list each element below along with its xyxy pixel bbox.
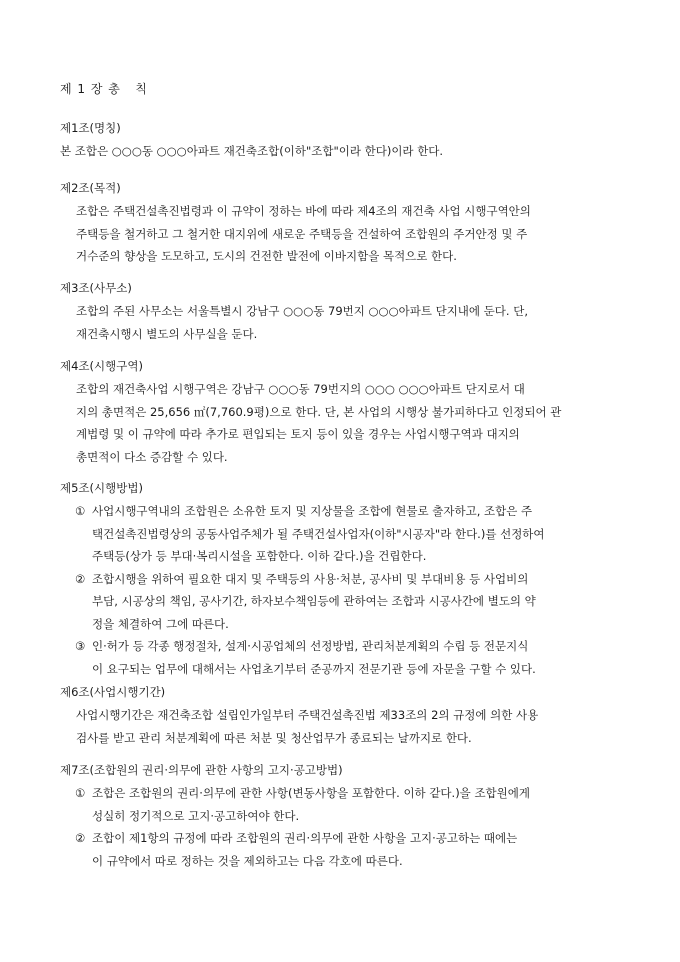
item-number: ① xyxy=(75,504,86,518)
article-4 xyxy=(60,356,630,468)
article-5 xyxy=(60,478,630,680)
article-7-item-1 xyxy=(60,782,630,827)
article-5-item-3-line-1: 인·허가 등 각종 행정절차, 설계·시공업체의 선정방법, 관리처분계획의 수립 등 전문지식 xyxy=(92,639,529,653)
item-number: ② xyxy=(75,571,86,586)
article-7-title: 제7조(조합원의 권리·의무에 관한 사항의 고지·공고방법) xyxy=(60,763,343,777)
article-5-item-3 xyxy=(60,635,630,680)
article-5-item-3-line-2: 이 요구되는 업무에 대해서는 사업초기부터 준공까지 전문기관 등에 자문을 구할 수 있다. xyxy=(92,661,536,676)
article-5-item-1-line-3: 주택등(상가 등 부대·복리시설을 포함한다. 이하 같다.)을 건립한다. xyxy=(92,549,427,563)
article-5-item-2-line-2: 부담, 시공상의 책임, 공사기간, 하자보수책임등에 관하여는 조합과 시공사간에 별도의 약 xyxy=(92,594,536,608)
article-5-title: 제5조(시행방법) xyxy=(60,481,143,495)
item-number: ③ xyxy=(75,639,86,653)
article-5-item-2-line-3: 정을 체결하여 그에 따른다. xyxy=(92,616,229,631)
article-5-item-2 xyxy=(60,568,630,636)
article-3-line-1: 조합의 주된 사무소는 서울특별시 강남구 ○○○동 79번지 ○○○아파트 단지내에 둔다. 단, xyxy=(76,304,528,318)
chapter-heading: 제 1 장 총 칙 xyxy=(60,82,148,96)
item-number: ② xyxy=(75,831,86,845)
article-7-item-2 xyxy=(60,827,630,872)
article-4-line-1: 조합의 재건축사업 시행구역은 강남구 ○○○동 79번지의 ○○○ ○○○아파트 단지로서 대 xyxy=(76,382,525,396)
article-4-line-4: 총면적이 다소 증감할 수 있다. xyxy=(76,449,228,464)
article-2-line-2: 주택등을 철거하고 그 철거한 대지위에 새로운 주택등을 건설하여 조합원의 주거안정 및 주 xyxy=(76,226,528,241)
article-5-item-1-line-1: 사업시행구역내의 조합원은 소유한 토지 및 지상물을 조합에 현물로 출자하고, 조합은 주 xyxy=(92,504,533,518)
article-6-title: 제6조(사업시행기간) xyxy=(60,685,166,699)
article-4-line-3: 계법령 및 이 규약에 따라 추가로 편입되는 토지 등이 있을 경우는 사업시행구역과 대지의 xyxy=(76,427,520,441)
article-5-item-1-line-2: 택건설촉진법령상의 공동사업주체가 될 주택건설사업자(이하"시공자"라 한다.)를 선정하여 xyxy=(92,526,545,541)
article-2-line-3: 거수준의 향상을 도모하고, 도시의 건전한 발전에 이바지함을 목적으로 한다. xyxy=(76,249,457,263)
article-3-title: 제3조(사무소) xyxy=(60,281,132,295)
article-5-item-2-line-1: 조합시행을 위하여 필요한 대지 및 주택등의 사용·처분, 공사비 및 부대비용 등 사업비의 xyxy=(92,571,529,586)
article-7-item-2-line-1: 조합이 제1항의 규정에 따라 조합원의 권리·의무에 관한 사항을 고지·공고하는 때에는 xyxy=(92,831,518,845)
article-1-title: 제1조(명칭) xyxy=(60,121,121,135)
article-2-title: 제2조(목적) xyxy=(60,181,121,195)
article-7-item-2-line-2: 이 규약에서 따로 정하는 것을 제외하고는 다음 각호에 따른다. xyxy=(92,853,403,868)
article-1 xyxy=(60,118,630,163)
article-6-line-2: 검사를 받고 관리 처분계획에 따른 처분 및 청산업무가 종료되는 날까지로 한다. xyxy=(76,730,472,745)
item-number: ① xyxy=(75,786,86,800)
article-3-line-2: 재건축시행시 별도의 사무실을 둔다. xyxy=(76,326,258,341)
article-1-line-1: 본 조합은 ○○○동 ○○○아파트 재건축조합(이하"조합"이라 한다)이라 한다. xyxy=(60,144,444,158)
article-6 xyxy=(60,682,630,749)
article-4-line-2: 지의 총면적은 25,656 ㎡(7,760.9평)으로 한다. 단, 본 사업의 시행상 불가피하다고 인정되어 관 xyxy=(76,404,562,419)
article-4-title: 제4조(시행구역) xyxy=(60,359,143,373)
article-2-line-1: 조합은 주택건설촉진법령과 이 규약이 정하는 바에 따라 제4조의 재건축 사업 시행구역안의 xyxy=(76,204,531,218)
article-3 xyxy=(60,278,630,345)
article-5-item-1 xyxy=(60,500,630,568)
article-7-item-1-line-2: 성실히 정기적으로 고지·공고하여야 한다. xyxy=(92,808,300,823)
article-6-line-1: 사업시행기간은 재건축조합 설립인가일부터 주택건설촉진법 제33조의 2의 규정에 의한 사용 xyxy=(76,708,539,722)
article-2 xyxy=(60,178,630,268)
article-7-item-1-line-1: 조합은 조합원의 권리·의무에 관한 사항(변동사항을 포함한다. 이하 같다.)을 조합원에게 xyxy=(92,786,530,800)
article-7 xyxy=(60,760,630,872)
